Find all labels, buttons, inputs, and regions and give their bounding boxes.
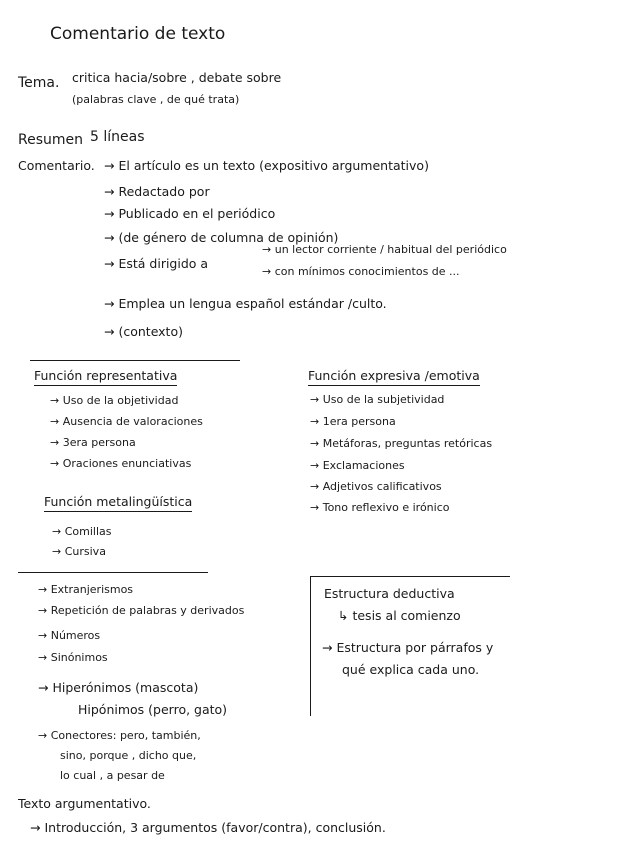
list-item-text: Uso de la objetividad [62, 394, 179, 407]
list-item [52, 526, 112, 537]
list-item [38, 682, 198, 695]
list-item [310, 502, 450, 513]
list-item-text: Cursiva [64, 545, 106, 558]
list-item-text: 1era persona [322, 415, 396, 428]
arrow-icon: → [104, 256, 115, 271]
texto-argumentativo-detail [30, 822, 386, 835]
tema-line-1: critica hacia/sobre , debate sobre [72, 70, 282, 85]
arrow-icon: → [30, 820, 41, 835]
arrow-icon: → [262, 265, 272, 278]
estructura-parrafos-text: Estructura por párrafos y [336, 640, 494, 655]
comentario-item-text: Está dirigido a [118, 256, 209, 271]
section-title-representativa: Función representativa [34, 370, 177, 386]
conectores-line-1 [38, 730, 201, 741]
list-item [310, 416, 396, 427]
list-item [50, 395, 178, 406]
texto-argumentativo-text: Introducción, 3 argumentos (favor/contra), conclusión. [44, 820, 386, 835]
tema-line-2: (palabras clave , de qué trata) [72, 93, 240, 106]
arrow-icon: → [310, 501, 320, 514]
arrow-icon: → [104, 324, 115, 339]
conectores-line-2: sino, porque , dicho que, [60, 749, 197, 762]
arrow-icon: → [104, 184, 115, 199]
conectores-text: Conectores: pero, también, [50, 729, 201, 742]
comentario-item [104, 186, 210, 199]
estructura-title: Estructura deductiva [324, 586, 455, 601]
list-item [310, 394, 444, 405]
list-item [52, 546, 106, 557]
arrow-icon: → [50, 436, 60, 449]
page-title: Comentario de texto [50, 24, 226, 44]
dirigido-text: con mínimos conocimientos de ... [274, 265, 460, 278]
arrow-icon: → [262, 243, 272, 256]
list-item [310, 438, 492, 449]
resumen-value: 5 líneas [90, 129, 145, 145]
arrow-icon: → [50, 415, 60, 428]
arrow-icon: → [38, 651, 48, 664]
arrow-icon: → [310, 480, 320, 493]
divider [310, 576, 510, 577]
list-item [310, 481, 442, 492]
arrow-icon: → [104, 296, 115, 311]
estructura-tesis [338, 610, 461, 623]
arrow-icon: → [52, 545, 62, 558]
list-item-text: 3era persona [62, 436, 136, 449]
list-item [38, 652, 108, 663]
list-item [50, 416, 203, 427]
list-item-text: Números [50, 629, 101, 642]
list-item-text: Repetición de palabras y derivados [50, 604, 245, 617]
comentario-item [104, 258, 208, 271]
estructura-parrafos-2: qué explica cada uno. [342, 662, 480, 677]
divider [18, 572, 208, 573]
dirigido-line [262, 244, 507, 255]
section-title-expresiva: Función expresiva /emotiva [308, 370, 480, 386]
list-item [38, 605, 244, 616]
list-item [310, 460, 405, 471]
arrow-icon: → [104, 206, 115, 221]
list-item-text: Hiperónimos (mascota) [52, 680, 199, 695]
arrow-icon: → [38, 680, 49, 695]
list-item [50, 437, 136, 448]
arrow-icon: → [322, 640, 333, 655]
comentario-item-text: El artículo es un texto (expositivo argumentativo) [118, 158, 429, 173]
comentario-item [104, 160, 429, 173]
list-item-text: Oraciones enunciativas [62, 457, 192, 470]
comentario-item [104, 208, 275, 221]
list-item-text: Uso de la subjetividad [322, 393, 445, 406]
list-item-text: Sinónimos [50, 651, 108, 664]
estructura-tesis-text: tesis al comienzo [352, 608, 461, 623]
dirigido-text: un lector corriente / habitual del periódico [274, 243, 507, 256]
arrow-icon: → [38, 629, 48, 642]
list-item-text: Extranjerismos [50, 583, 134, 596]
arrow-icon: → [50, 394, 60, 407]
divider [30, 360, 240, 361]
list-item [50, 458, 191, 469]
comentario-item-text: Redactado por [118, 184, 210, 199]
hook-arrow-icon: ↳ [338, 608, 349, 623]
arrow-icon: → [310, 393, 320, 406]
list-item [38, 584, 133, 595]
comentario-item [104, 298, 387, 311]
comentario-item-text: (de género de columna de opinión) [118, 230, 339, 245]
comentario-item [104, 326, 183, 339]
arrow-icon: → [310, 437, 320, 450]
comentario-item-text: Emplea un lengua español estándar /culto. [118, 296, 387, 311]
comentario-item-text: (contexto) [118, 324, 183, 339]
estructura-parrafos-1 [322, 642, 493, 655]
list-item [38, 630, 100, 641]
tema-label: Tema. [18, 75, 60, 91]
list-item-text: Exclamaciones [322, 459, 405, 472]
arrow-icon: → [52, 525, 62, 538]
list-item-text: Comillas [64, 525, 112, 538]
section-title-metalinguistica: Función metalingüística [44, 496, 192, 512]
arrow-icon: → [104, 230, 115, 245]
dirigido-line [262, 266, 460, 277]
arrow-icon: → [50, 457, 60, 470]
comentario-label: Comentario. [18, 158, 95, 173]
arrow-icon: → [310, 459, 320, 472]
hiponimos: Hipónimos (perro, gato) [78, 702, 228, 717]
arrow-icon: → [104, 158, 115, 173]
vertical-divider [310, 576, 311, 716]
texto-argumentativo-title: Texto argumentativo. [18, 796, 151, 811]
arrow-icon: → [38, 604, 48, 617]
arrow-icon: → [38, 583, 48, 596]
resumen-label: Resumen [18, 132, 84, 148]
arrow-icon: → [310, 415, 320, 428]
list-item-text: Metáforas, preguntas retóricas [322, 437, 493, 450]
arrow-icon: → [38, 729, 48, 742]
comentario-item-text: Publicado en el periódico [118, 206, 276, 221]
list-item-text: Adjetivos calificativos [322, 480, 442, 493]
list-item-text: Ausencia de valoraciones [62, 415, 203, 428]
conectores-line-3: lo cual , a pesar de [60, 769, 165, 782]
list-item-text: Tono reflexivo e irónico [322, 501, 450, 514]
